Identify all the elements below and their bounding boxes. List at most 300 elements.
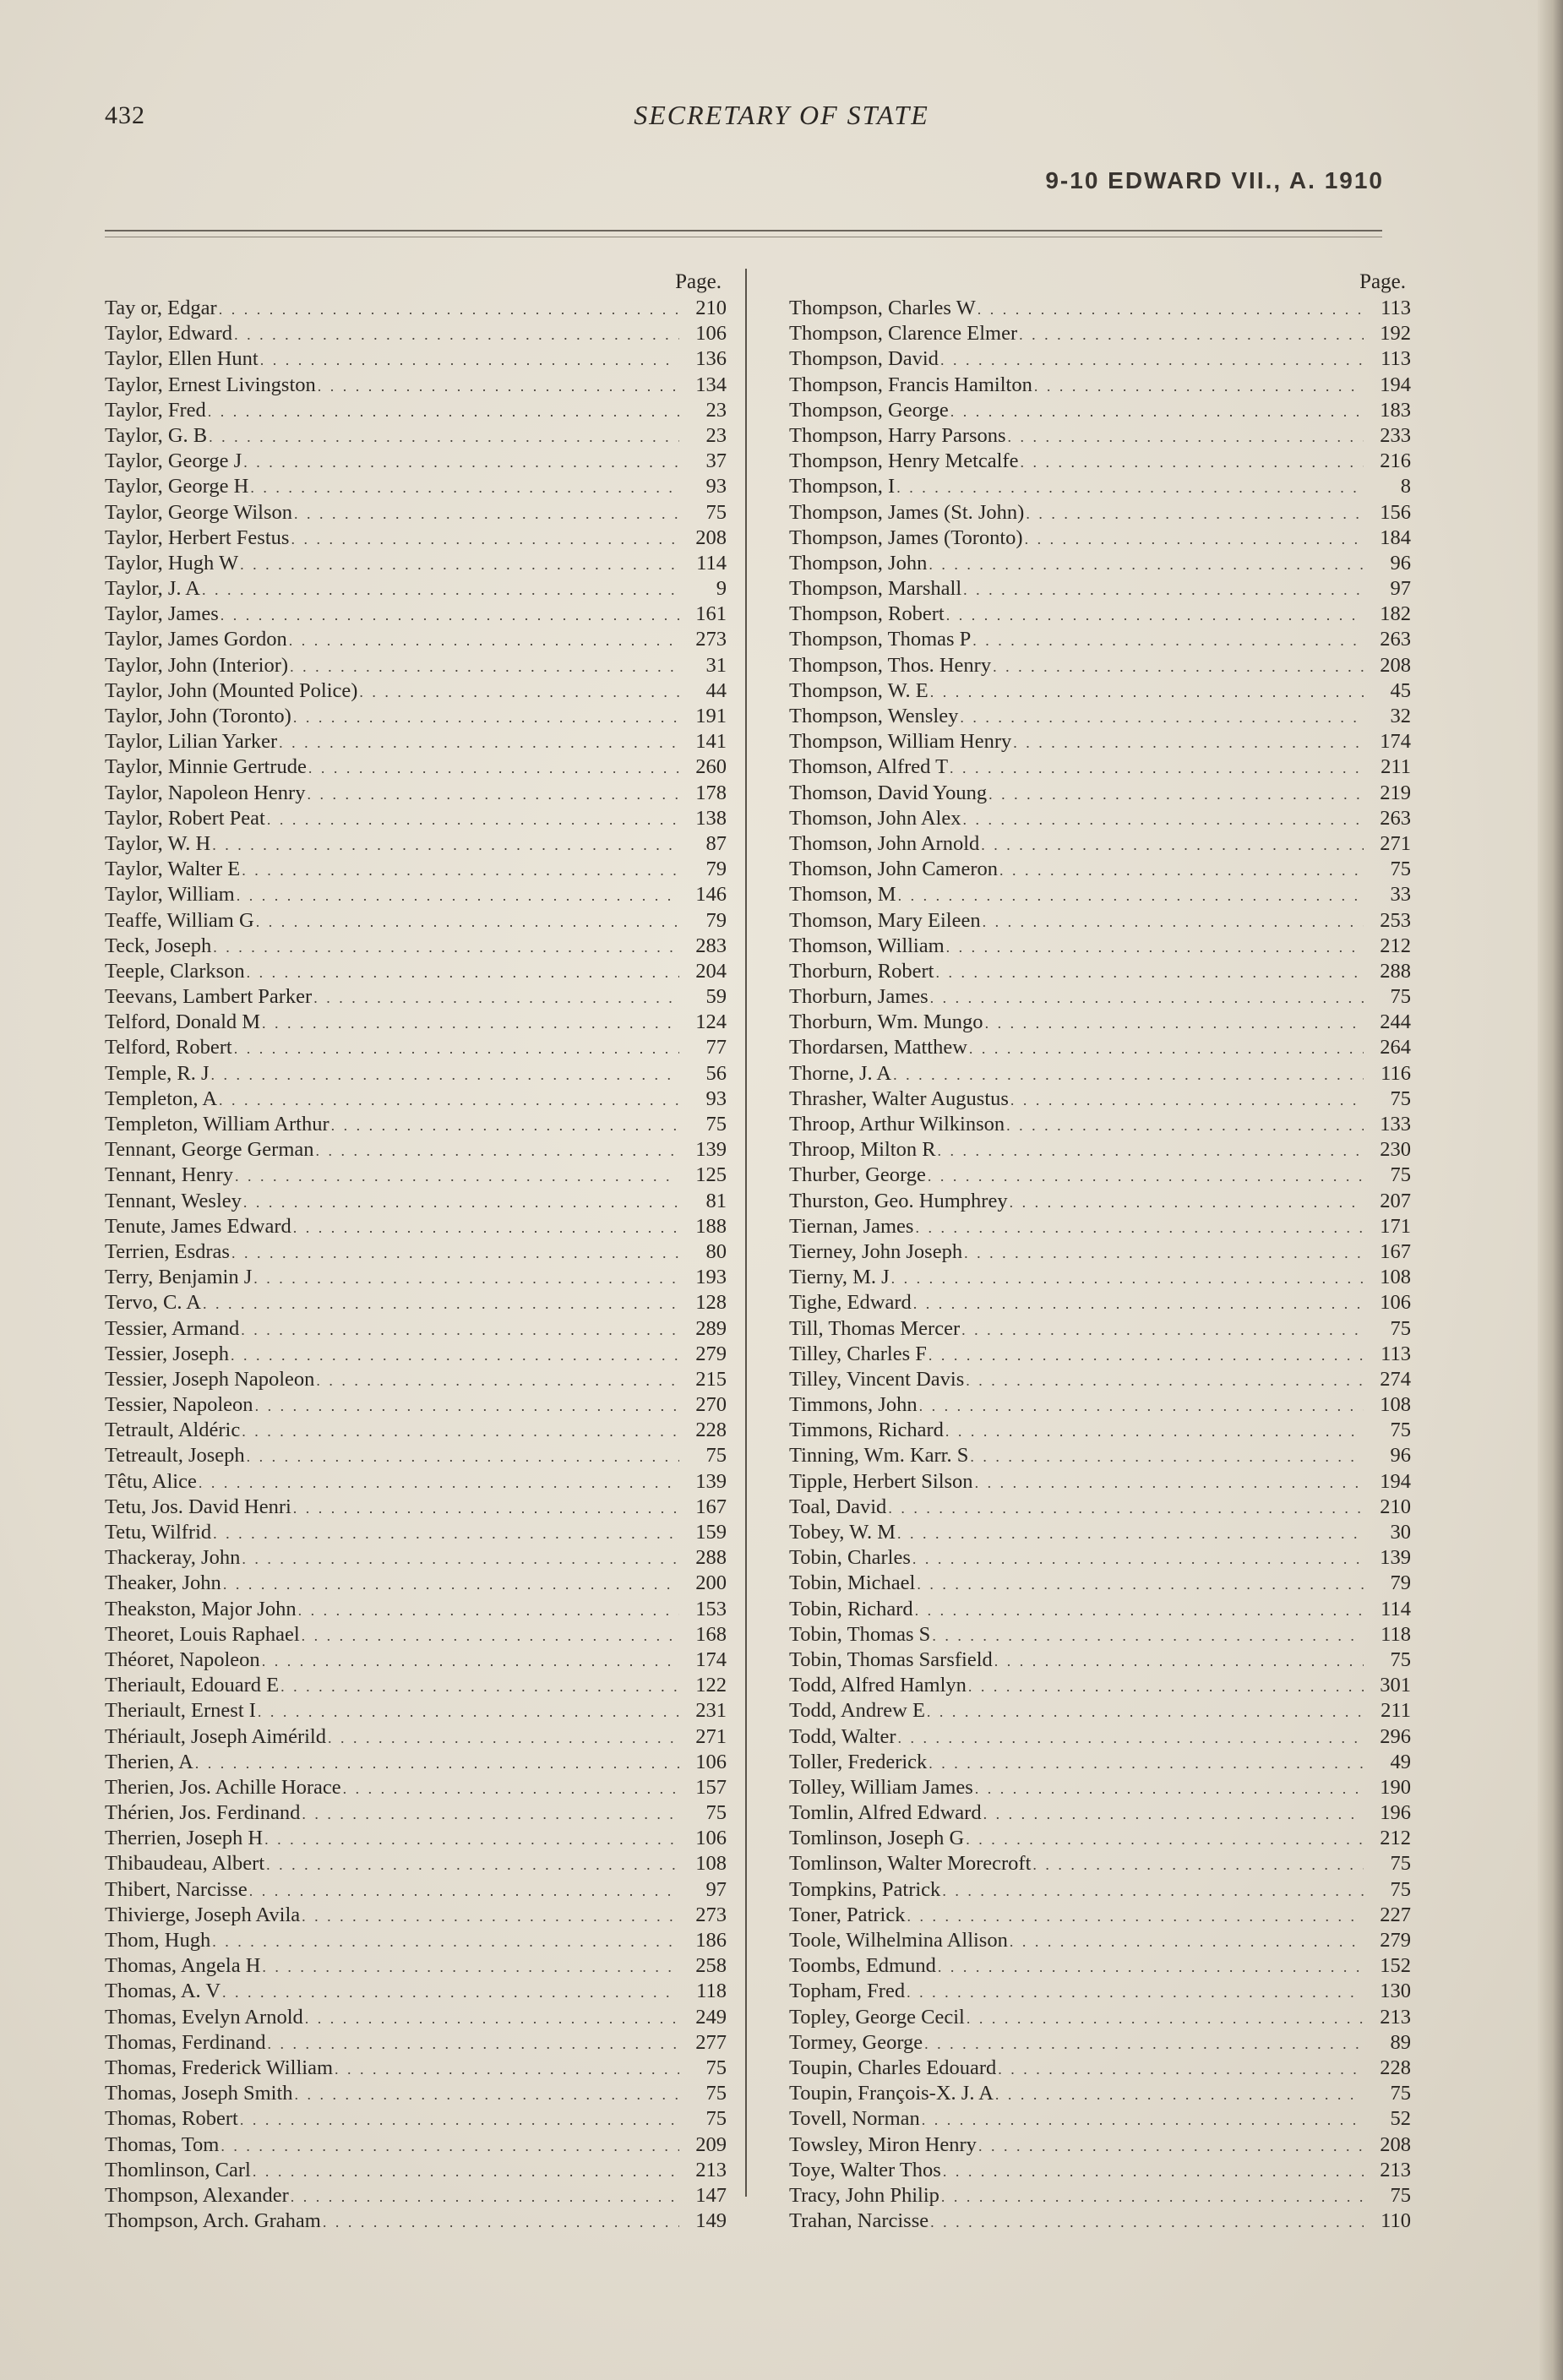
- entry-name: Thérien, Jos. Ferdinand: [105, 1801, 301, 1825]
- entry-page: 75: [705, 2107, 727, 2131]
- entry-name: Taylor, Hugh W: [105, 551, 239, 575]
- entry-page: 139: [1380, 1546, 1411, 1570]
- index-entry: [105, 2106, 730, 2132]
- entry-page: 139: [695, 1469, 727, 1493]
- dot-leader: [968, 1674, 1364, 1699]
- index-entry: [789, 373, 1414, 398]
- dot-leader: [896, 475, 1364, 500]
- dot-leader: [258, 1699, 679, 1724]
- index-entry: [789, 1724, 1414, 1750]
- index-entry: [789, 1316, 1414, 1342]
- entry-page: 80: [705, 1239, 727, 1263]
- dot-leader: [969, 1036, 1364, 1061]
- entry-name: Taylor, Fred: [105, 398, 206, 422]
- dot-leader: [267, 807, 679, 832]
- dot-leader: [222, 1980, 679, 2005]
- entry-name: Thomas, Tom: [105, 2132, 220, 2156]
- entry-page: 44: [705, 678, 727, 702]
- index-entry: [105, 627, 730, 652]
- dot-leader: [938, 1954, 1364, 1980]
- index-entry: [105, 959, 730, 984]
- index-entry: [789, 1367, 1414, 1392]
- index-entry: [105, 346, 730, 372]
- entry-name: Thompson, Alexander: [105, 2183, 289, 2207]
- entry-name: Tobin, Charles: [789, 1546, 911, 1570]
- index-entry: [105, 1826, 730, 1851]
- dot-leader: [967, 2006, 1364, 2031]
- entry-name: Templeton, William Arthur: [105, 1113, 329, 1136]
- entry-page: 274: [1380, 1367, 1411, 1391]
- dot-leader: [203, 1291, 679, 1316]
- entry-name: Towsley, Miron Henry: [789, 2132, 977, 2156]
- entry-name: Topham, Fred: [789, 1980, 906, 2003]
- entry-name: Toller, Frederick: [789, 1750, 928, 1773]
- entry-name: Tierny, M. J: [789, 1266, 890, 1289]
- entry-page: 81: [705, 1189, 727, 1212]
- entry-page: 23: [705, 423, 727, 447]
- dot-leader: [1019, 322, 1364, 347]
- entry-page: 271: [1380, 831, 1411, 855]
- dot-leader: [335, 2056, 679, 2082]
- index-entry: [105, 934, 730, 959]
- entry-page: 184: [1380, 526, 1411, 549]
- index-entry: [105, 423, 730, 449]
- dot-leader: [932, 1623, 1364, 1648]
- entry-page: 212: [1380, 934, 1411, 957]
- entry-name: Thomson, Mary Eileen: [789, 908, 981, 932]
- entry-page: 188: [695, 1214, 727, 1238]
- entry-page: 106: [695, 1750, 727, 1773]
- index-entry: [789, 1953, 1414, 1979]
- dot-leader: [897, 1521, 1364, 1546]
- entry-page: 75: [1390, 858, 1411, 881]
- index-entry: [789, 321, 1414, 346]
- index-entry: [789, 806, 1414, 831]
- index-entry: [105, 500, 730, 526]
- dot-leader: [964, 1240, 1364, 1266]
- dot-leader: [993, 654, 1364, 679]
- index-entry: [105, 1239, 730, 1265]
- entry-name: Thompson, Charles W: [789, 297, 976, 319]
- dot-leader: [913, 1291, 1364, 1316]
- entry-page: 108: [1380, 1266, 1411, 1289]
- entry-name: Taylor, George J: [105, 449, 242, 473]
- entry-page: 75: [1390, 1877, 1411, 1901]
- column-label: Page.: [1359, 270, 1406, 293]
- entry-name: Therrien, Joseph H: [105, 1827, 264, 1850]
- index-entry: [105, 754, 730, 780]
- entry-page: 279: [1380, 1929, 1411, 1952]
- dot-leader: [280, 1674, 679, 1699]
- index-entry: [789, 1571, 1414, 1596]
- entry-page: 146: [695, 883, 727, 907]
- entry-name: Thompson, Marshall: [789, 577, 962, 601]
- entry-page: 253: [1380, 908, 1411, 932]
- entry-name: Todd, Andrew E: [789, 1699, 925, 1723]
- entry-name: Thomson, John Alex: [789, 806, 961, 830]
- dot-leader: [235, 1163, 679, 1189]
- entry-name: Tompkins, Patrick: [789, 1877, 941, 1901]
- dot-leader: [331, 1113, 679, 1138]
- dot-leader: [249, 1878, 679, 1903]
- index-entry: [789, 1163, 1414, 1188]
- index-entry: [105, 1673, 730, 1698]
- entry-name: Thurber, George: [789, 1163, 926, 1187]
- index-entry: [789, 984, 1414, 1010]
- entry-name: Tennant, Wesley: [105, 1189, 242, 1212]
- index-entry: [105, 1265, 730, 1290]
- dot-leader: [1008, 424, 1364, 449]
- dot-leader: [253, 2159, 679, 2184]
- dot-leader: [1006, 1113, 1364, 1138]
- dot-leader: [293, 705, 679, 730]
- index-entry: [789, 2132, 1414, 2158]
- entry-page: 114: [1381, 1597, 1411, 1620]
- entry-name: Thomlinson, Carl: [105, 2158, 251, 2181]
- entry-name: Thompson, W. E: [789, 678, 929, 702]
- entry-page: 113: [1381, 297, 1411, 319]
- entry-page: 79: [1390, 1571, 1411, 1595]
- entry-name: Theriault, Ernest I: [105, 1699, 256, 1723]
- dot-leader: [983, 1801, 1364, 1827]
- entry-page: 167: [1380, 1239, 1411, 1263]
- entry-page: 193: [695, 1266, 727, 1289]
- index-entry: [105, 984, 730, 1010]
- entry-name: Thomas, A. V: [105, 1980, 221, 2003]
- entry-name: Thomas, Ferdinand: [105, 2030, 266, 2054]
- entry-name: Théoret, Napoleon: [105, 1647, 260, 1671]
- entry-page: 113: [1381, 347, 1411, 371]
- index-entry: [789, 474, 1414, 499]
- dot-leader: [935, 960, 1364, 985]
- entry-name: Thomas, Evelyn Arnold: [105, 2005, 303, 2029]
- entry-name: Taylor, Robert Peat: [105, 806, 265, 830]
- index-entry: [105, 678, 730, 704]
- dot-leader: [907, 1980, 1364, 2005]
- index-entry: [105, 1851, 730, 1876]
- entry-name: Tessier, Joseph: [105, 1342, 229, 1365]
- dot-leader: [998, 2056, 1364, 2082]
- index-entry: [789, 602, 1414, 627]
- dot-leader: [922, 2107, 1364, 2132]
- dot-leader: [972, 628, 1364, 653]
- index-entry: [789, 1112, 1414, 1137]
- entry-name: Toole, Wilhelmina Allison: [789, 1929, 1008, 1952]
- dot-leader: [293, 1215, 679, 1240]
- dot-leader: [1010, 1087, 1364, 1113]
- dot-leader: [1013, 730, 1364, 755]
- index-entry: [789, 1392, 1414, 1418]
- index-entry: [789, 959, 1414, 984]
- index-entry: [105, 1214, 730, 1239]
- dot-leader: [298, 1598, 679, 1623]
- entry-name: Tinning, Wm. Karr. S: [789, 1444, 969, 1468]
- index-entry: [105, 2030, 730, 2056]
- index-entry: [789, 526, 1414, 551]
- index-entry: [105, 1877, 730, 1903]
- entry-name: Tormey, George: [789, 2030, 923, 2054]
- index-entry: [105, 2158, 730, 2183]
- entry-page: 116: [1381, 1061, 1411, 1085]
- dot-leader: [213, 1521, 679, 1546]
- entry-name: Tipple, Herbert Silson: [789, 1469, 973, 1493]
- index-entry: [105, 1010, 730, 1035]
- entry-page: 301: [1380, 1674, 1411, 1697]
- dot-leader: [213, 934, 679, 960]
- dot-leader: [938, 1138, 1364, 1163]
- dot-leader: [199, 1470, 679, 1495]
- index-entry: [105, 321, 730, 346]
- entry-name: Tetrault, Aldéric: [105, 1419, 241, 1442]
- dot-leader: [963, 807, 1364, 832]
- dot-leader: [323, 2209, 679, 2235]
- entry-name: Tobin, Richard: [789, 1597, 913, 1620]
- page-number: 432: [105, 101, 145, 129]
- entry-page: 89: [1390, 2030, 1411, 2054]
- dot-leader: [946, 934, 1364, 960]
- index-entry: [789, 1495, 1414, 1520]
- index-entry: [789, 2183, 1414, 2208]
- dot-leader: [295, 2082, 679, 2107]
- entry-name: Tessier, Napoleon: [105, 1393, 253, 1417]
- entry-page: 149: [695, 2209, 727, 2233]
- dot-leader: [302, 1623, 679, 1648]
- dot-leader: [1026, 501, 1364, 526]
- index-entry: [105, 1035, 730, 1060]
- entry-name: Thibert, Narcisse: [105, 1877, 248, 1901]
- entry-page: 134: [695, 373, 727, 396]
- entry-page: 211: [1381, 755, 1411, 779]
- page-edge: [1538, 0, 1563, 2380]
- index-entry: [105, 1290, 730, 1315]
- index-entry: [105, 1520, 730, 1545]
- entry-name: Tomlinson, Joseph G: [789, 1827, 965, 1850]
- entry-name: Tiernan, James: [789, 1214, 914, 1238]
- index-entry: [105, 1163, 730, 1188]
- entry-list-right: [789, 296, 1414, 2234]
- entry-name: Taylor, Walter E: [105, 858, 241, 881]
- dot-leader: [247, 960, 679, 985]
- entry-name: Theoret, Louis Raphael: [105, 1622, 300, 1646]
- entry-name: Terrien, Esdras: [105, 1239, 230, 1263]
- dot-leader: [950, 399, 1364, 424]
- index-entry: [789, 729, 1414, 754]
- entry-name: Teeple, Clarkson: [105, 959, 245, 983]
- entry-name: Taylor, Ernest Livingston: [105, 373, 316, 396]
- index-entry: [105, 729, 730, 754]
- entry-page: 174: [695, 1647, 727, 1671]
- entry-name: Tolley, William James: [789, 1775, 973, 1799]
- dot-leader: [930, 2209, 1364, 2235]
- entry-name: Therien, Jos. Achille Horace: [105, 1775, 341, 1799]
- dot-leader: [907, 1903, 1364, 1929]
- entry-name: Taylor, George H: [105, 475, 249, 498]
- entry-page: 75: [1390, 2183, 1411, 2207]
- entry-page: 122: [695, 1674, 727, 1697]
- running-head: SECRETARY OF STATE: [634, 100, 929, 130]
- dot-leader: [919, 1393, 1364, 1419]
- entry-page: 147: [695, 2183, 727, 2207]
- dot-leader: [219, 1087, 679, 1113]
- index-entry: [105, 1137, 730, 1163]
- entry-name: Taylor, George Wilson: [105, 500, 292, 524]
- dot-leader: [981, 832, 1364, 858]
- dot-leader: [290, 654, 679, 679]
- entry-page: 244: [1380, 1010, 1411, 1034]
- entry-page: 168: [695, 1622, 727, 1646]
- entry-name: Tighe, Edward: [789, 1291, 912, 1315]
- entry-name: Toupin, Charles Edouard: [789, 2056, 997, 2079]
- entry-name: Timmons, John: [789, 1393, 918, 1417]
- entry-page: 77: [705, 1036, 727, 1059]
- entry-page: 273: [695, 1903, 727, 1926]
- entry-page: 228: [695, 1419, 727, 1442]
- dot-leader: [313, 985, 679, 1010]
- entry-name: Tobey, W. M: [789, 1521, 896, 1544]
- entry-name: Theaker, John: [105, 1571, 221, 1595]
- entry-name: Thompson, Thomas P: [789, 628, 972, 651]
- entry-name: Todd, Walter: [789, 1724, 896, 1748]
- index-entry: [105, 2005, 730, 2030]
- dot-leader: [893, 1062, 1364, 1087]
- dot-leader: [293, 1495, 679, 1521]
- index-entry: [105, 1367, 730, 1392]
- index-entry: [789, 1239, 1414, 1265]
- dot-leader: [929, 1751, 1364, 1776]
- dot-leader: [994, 1648, 1364, 1674]
- index-entry: [105, 653, 730, 678]
- dot-leader: [930, 985, 1364, 1010]
- entry-name: Till, Thomas Mercer: [789, 1316, 961, 1340]
- entry-page: 59: [705, 985, 727, 1009]
- dot-leader: [915, 1598, 1364, 1623]
- index-entry: [105, 1724, 730, 1750]
- index-entry: [105, 908, 730, 934]
- index-entry: [789, 882, 1414, 907]
- dot-leader: [291, 526, 679, 552]
- entry-page: 128: [695, 1291, 727, 1315]
- index-entry: [105, 1418, 730, 1443]
- entry-page: 178: [695, 781, 727, 804]
- index-entry: [105, 781, 730, 806]
- entry-page: 130: [1380, 1980, 1411, 2003]
- entry-name: Tennant, Henry: [105, 1163, 234, 1187]
- entry-page: 152: [1380, 1954, 1411, 1978]
- entry-page: 213: [1380, 2005, 1411, 2029]
- dot-leader: [343, 1776, 679, 1801]
- dot-leader: [966, 1827, 1364, 1852]
- dot-leader: [983, 909, 1364, 934]
- index-entry: [789, 1698, 1414, 1724]
- entry-page: 114: [696, 551, 727, 575]
- entry-page: 106: [695, 1827, 727, 1850]
- entry-name: Terry, Benjamin J: [105, 1266, 253, 1289]
- entry-name: Tessier, Armand: [105, 1316, 240, 1340]
- entry-name: Thurston, Geo. Humphrey: [789, 1189, 1008, 1212]
- dot-leader: [255, 1393, 679, 1419]
- entry-page: 37: [705, 449, 727, 473]
- dot-leader: [221, 602, 679, 628]
- entry-name: Topley, George Cecil: [789, 2005, 965, 2029]
- entry-page: 264: [1380, 1036, 1411, 1059]
- entry-name: Thompson, David: [789, 347, 939, 371]
- dot-leader: [318, 373, 679, 399]
- entry-name: Tierney, John Joseph: [789, 1239, 963, 1263]
- dot-leader: [945, 1419, 1364, 1444]
- entry-name: Têtu, Alice: [105, 1469, 197, 1493]
- entry-name: Toal, David: [789, 1495, 887, 1518]
- dot-leader: [231, 1240, 679, 1266]
- entry-page: 96: [1390, 551, 1411, 575]
- index-entry: [789, 1010, 1414, 1035]
- entry-name: Telford, Robert: [105, 1036, 232, 1059]
- entry-page: 75: [1390, 1163, 1411, 1187]
- dot-leader: [219, 297, 679, 322]
- entry-page: 75: [705, 500, 727, 524]
- entry-page: 106: [695, 322, 727, 346]
- entry-name: Thrasher, Walter Augustus: [789, 1087, 1009, 1110]
- entry-name: Taylor, J. A: [105, 577, 200, 601]
- entry-name: Todd, Alfred Hamlyn: [789, 1674, 967, 1697]
- index-entry: [105, 2081, 730, 2106]
- index-entry: [105, 1698, 730, 1724]
- entry-name: Tobin, Thomas Sarsfield: [789, 1647, 993, 1671]
- index-entry: [789, 1061, 1414, 1087]
- index-entry: [105, 1597, 730, 1622]
- dot-leader: [256, 909, 679, 934]
- entry-page: 49: [1390, 1750, 1411, 1773]
- entry-name: Thompson, John: [789, 551, 928, 575]
- dot-leader: [960, 705, 1364, 730]
- entry-page: 212: [1380, 1827, 1411, 1850]
- dot-leader: [211, 1062, 680, 1087]
- index-entry: [789, 678, 1414, 704]
- index-entry: [105, 296, 730, 321]
- entry-page: 260: [695, 755, 727, 779]
- index-entry: [105, 1622, 730, 1647]
- index-entry: [105, 1775, 730, 1800]
- entry-page: 191: [695, 705, 727, 727]
- dot-leader: [963, 577, 1364, 602]
- entry-name: Trahan, Narcisse: [789, 2209, 929, 2233]
- dot-leader: [242, 858, 679, 883]
- dot-leader: [912, 1546, 1364, 1571]
- entry-page: 31: [705, 653, 727, 677]
- entry-page: 79: [705, 858, 727, 881]
- dot-leader: [262, 1648, 679, 1674]
- entry-page: 97: [705, 1877, 727, 1901]
- reign-heading: 9-10 EDWARD VII., A. 1910: [1045, 167, 1384, 193]
- entry-name: Tilley, Vincent Davis: [789, 1367, 965, 1391]
- entry-page: 283: [695, 934, 727, 957]
- dot-leader: [888, 1495, 1364, 1521]
- dot-leader: [929, 1342, 1364, 1368]
- entry-list-left: [105, 296, 730, 2234]
- entry-page: 75: [1390, 1647, 1411, 1671]
- dot-leader: [316, 1138, 679, 1163]
- index-entry: [105, 2056, 730, 2081]
- entry-name: Taylor, William: [105, 883, 235, 907]
- dot-leader: [305, 2006, 679, 2031]
- entry-name: Tenute, James Edward: [105, 1214, 291, 1238]
- index-column-left: [105, 269, 730, 2234]
- entry-name: Thomson, William: [789, 934, 945, 957]
- entry-page: 194: [1380, 373, 1411, 396]
- entry-name: Throop, Arthur Wilkinson: [789, 1113, 1005, 1136]
- entry-page: 108: [1380, 1393, 1411, 1417]
- entry-page: 204: [695, 959, 727, 983]
- dot-leader: [946, 602, 1364, 628]
